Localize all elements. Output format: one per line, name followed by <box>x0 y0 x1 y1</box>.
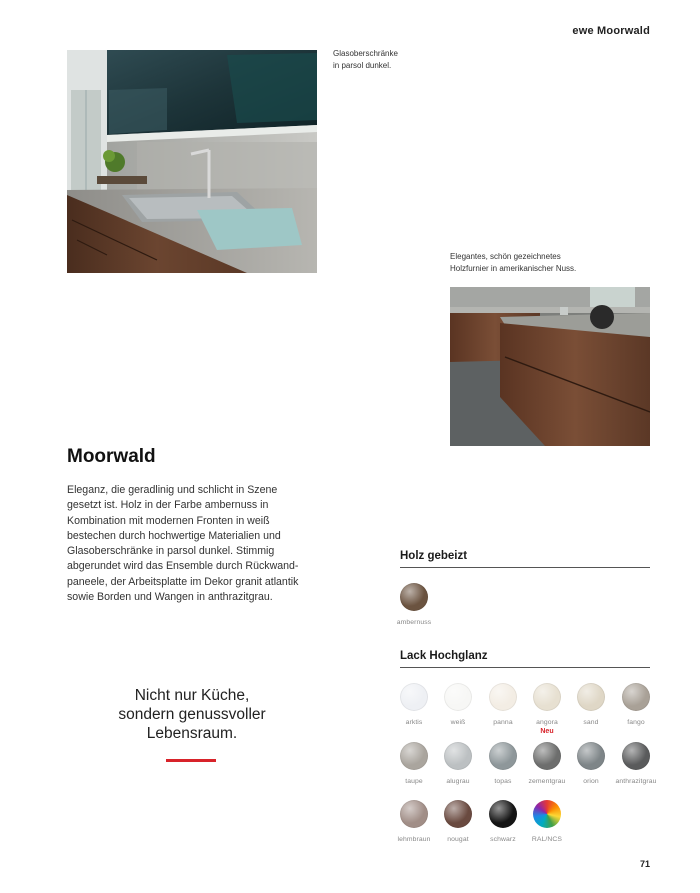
color-swatch-lehmbraun <box>400 800 428 828</box>
section-divider <box>400 567 650 568</box>
color-swatch-panna <box>489 683 517 711</box>
caption-line: Glasoberschränke <box>333 49 398 58</box>
swatch-label: angora <box>536 719 558 726</box>
kitchen-island-photo <box>450 287 650 446</box>
color-swatch-angora <box>533 683 561 711</box>
swatch-label: zementgrau <box>528 778 566 785</box>
color-swatch-nougat <box>444 800 472 828</box>
color-swatch-ambernuss <box>400 583 428 611</box>
kitchen-sink-photo <box>67 50 317 273</box>
kitchen-island-illustration <box>450 287 650 446</box>
caption-line: Holzfurnier in amerikanischer Nuss. <box>450 263 577 273</box>
color-swatch-alugrau <box>444 742 472 770</box>
pull-quote <box>92 686 292 743</box>
swatch-label: lehmbraun <box>397 836 431 843</box>
kitchen-sink-illustration <box>67 50 317 273</box>
section-title-lack: Lack Hochglanz <box>400 650 488 662</box>
color-swatch-anthrazitgrau <box>622 742 650 770</box>
page-number: 71 <box>639 859 650 869</box>
quote-line-text: Lebensraum. <box>146 725 238 742</box>
swatch-label: weiß <box>450 719 466 726</box>
swatch-label: fango <box>627 719 645 726</box>
caption-walnut-veneer <box>450 251 650 274</box>
color-swatch-zementgrau <box>533 742 561 770</box>
color-swatch-ral-ncs <box>533 800 561 828</box>
body-line: gesetzt ist. Holz in der Farbe ambernuss in <box>67 499 269 512</box>
color-swatch-taupe <box>400 742 428 770</box>
color-swatch-fango <box>622 683 650 711</box>
swatch-label: RAL/NCS <box>531 836 563 843</box>
caption-line: Elegantes, schön gezeichnetes <box>450 252 561 261</box>
swatch-label: nougat <box>447 836 469 843</box>
swatch-label: taupe <box>405 778 423 785</box>
body-line: paneele, der Arbeitsplatte im Dekor granit atlantik <box>67 575 299 588</box>
header-brand: ewe Moorwald <box>572 25 650 37</box>
article-title: Moorwald <box>67 446 156 467</box>
body-line: sowie Borden und Wangen in anthrazitgrau. <box>67 591 273 604</box>
new-badge: Neu <box>540 728 554 735</box>
swatch-label: orion <box>583 778 599 785</box>
quote-line-text: sondern genussvoller <box>118 706 266 723</box>
color-swatch-orion <box>577 742 605 770</box>
body-line: Kombination mit modernen Fronten in weiß <box>67 514 270 527</box>
section-title-holz: Holz gebeizt <box>400 550 468 562</box>
swatch-label: alugrau <box>446 778 470 785</box>
caption-line: in parsol dunkel. <box>333 60 392 70</box>
swatch-label: topas <box>494 778 512 785</box>
swatch-label: schwarz <box>490 836 516 843</box>
body-line: bestechen durch hochwertige Materialien und <box>67 529 281 542</box>
color-swatch-arktis <box>400 683 428 711</box>
body-line: abgerundet wird das Ensemble durch Rückwand- <box>67 560 299 573</box>
swatch-label: anthrazitgrau <box>615 778 657 785</box>
body-line: Glasoberschränke in parsol dunkel. Stimmig <box>67 545 275 558</box>
swatch-label: sand <box>583 719 599 726</box>
article-body <box>67 483 317 605</box>
caption-glass-cabinets <box>333 48 453 71</box>
quote-accent-rule <box>166 759 216 762</box>
swatch-label: panna <box>493 719 513 726</box>
color-swatch-topas <box>489 742 517 770</box>
color-swatch-schwarz <box>489 800 517 828</box>
swatch-label: arktis <box>405 719 423 726</box>
color-swatch-sand <box>577 683 605 711</box>
section-divider <box>400 667 650 668</box>
swatch-label: ambernuss <box>396 619 432 626</box>
body-line: Eleganz, die geradlinig und schlicht in Szene <box>67 484 278 496</box>
color-swatch-wei- <box>444 683 472 711</box>
quote-line-text: Nicht nur Küche, <box>134 687 250 704</box>
